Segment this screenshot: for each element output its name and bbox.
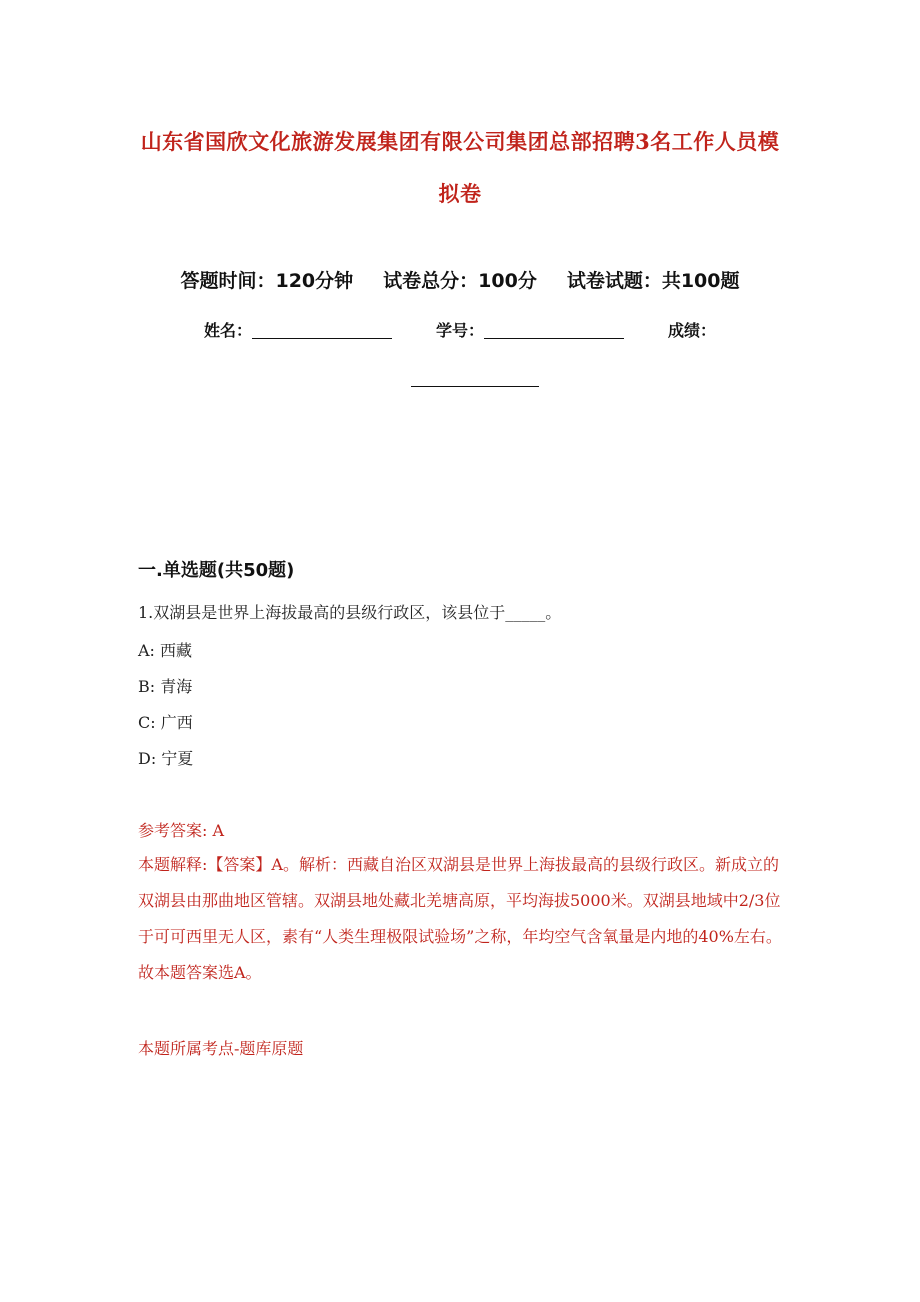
section-title: 一.单选题(共50题) (138, 560, 295, 581)
student-fields (0, 318, 920, 341)
option-d: D: 宁夏 (138, 749, 194, 768)
id-label: 学号： (435, 321, 484, 340)
option-b: B: 青海 (138, 677, 193, 696)
option-a: A: 西藏 (138, 641, 193, 660)
score-label: 成绩： (668, 321, 717, 340)
name-label: 姓名： (203, 321, 252, 340)
score-blank (411, 386, 539, 387)
name-blank (252, 320, 392, 339)
document-title: 山东省国欣文化旅游发展集团有限公司集团总部招聘3名工作人员模拟卷 (140, 129, 780, 206)
exam-total-score: 试卷总分：100分 (383, 270, 537, 292)
explanation: 本题解释:【答案】A。解析：西藏自治区双湖县是世界上海拔最高的县级行政区。新成立的双湖县由那曲地区管辖。双湖县地处藏北羌塘高原，平均海拔5000米。双湖县地域中2/3位于可可西里无人区，素有“人类生理极限试验场”之称，年均空气含氧量是内地的40%左右。故本题答案选A。 (138, 855, 782, 982)
exam-time: 答题时间：120分钟 (180, 270, 354, 292)
answer: 参考答案: A (138, 821, 225, 840)
option-c: C: 广西 (138, 713, 193, 732)
exam-meta (0, 266, 920, 293)
exam-total-questions: 试卷试题：共100题 (566, 270, 740, 292)
id-blank (484, 320, 624, 339)
question-text: 1.双湖县是世界上海拔最高的县级行政区，该县位于_____。 (138, 603, 562, 622)
question-source: 本题所属考点-题库原题 (138, 1039, 304, 1058)
